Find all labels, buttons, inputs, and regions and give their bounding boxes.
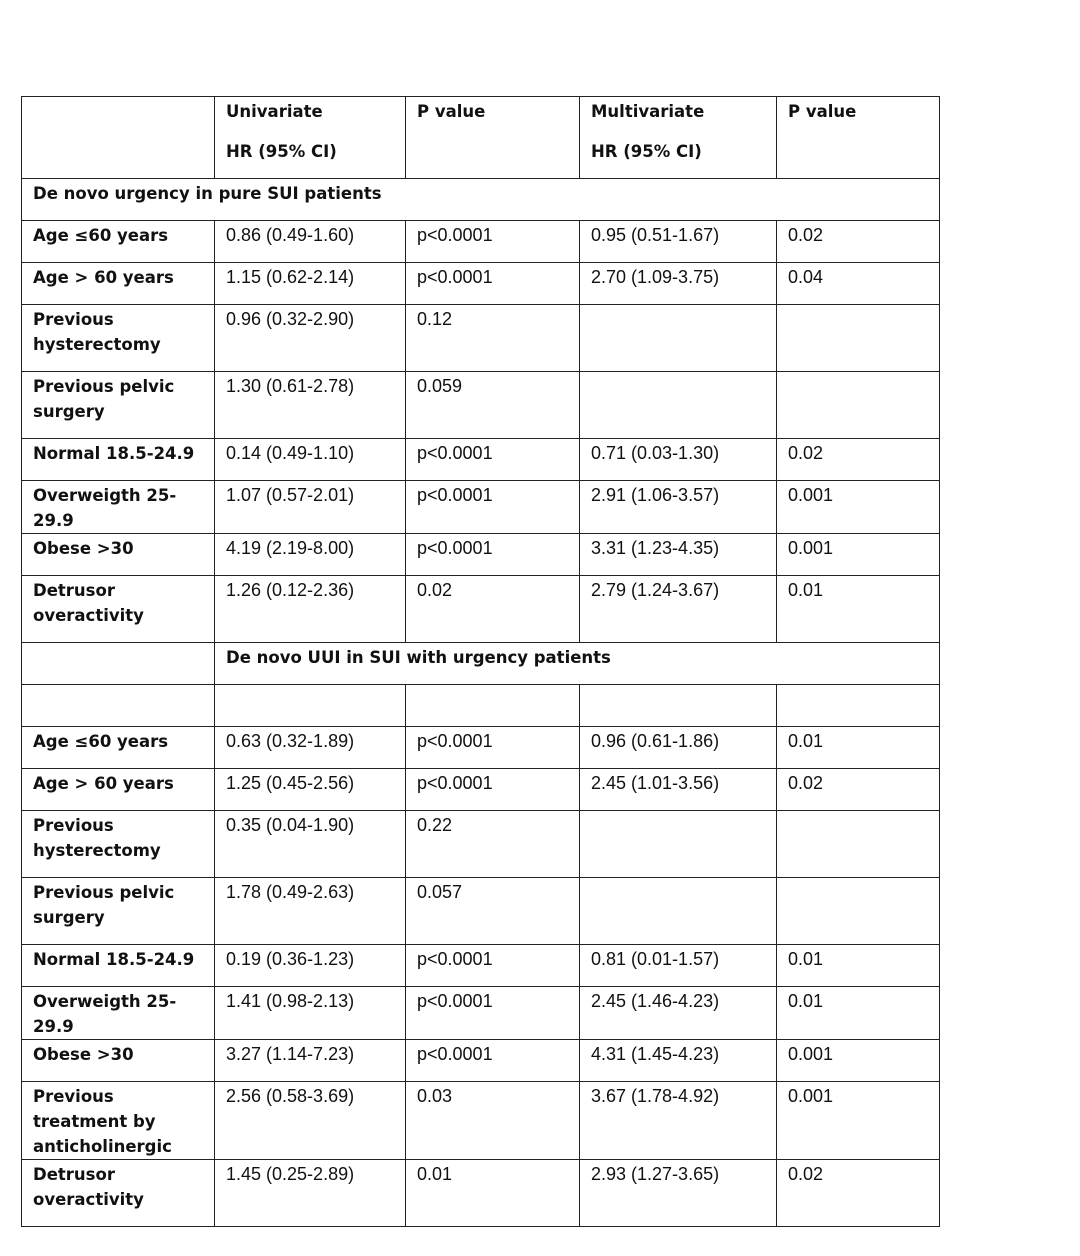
row-label: Previous pelvic surgery: [22, 878, 215, 945]
multivariate-p-value: 0.04: [777, 263, 940, 305]
multivariate-hr: 3.31 (1.23-4.35): [580, 534, 777, 576]
multivariate-hr: 0.81 (0.01-1.57): [580, 945, 777, 987]
row-label: Age > 60 years: [22, 263, 215, 305]
empty-row: [22, 685, 940, 727]
multivariate-hr: [580, 372, 777, 439]
multivariate-p-value: 0.01: [777, 576, 940, 643]
table-row: [22, 576, 940, 643]
table-row: [22, 769, 940, 811]
section2-title: De novo UUI in SUI with urgency patients: [215, 643, 940, 685]
multivariate-p-value: 0.01: [777, 987, 940, 1040]
multivariate-p-value: [777, 305, 940, 372]
table-row: [22, 372, 940, 439]
multivariate-p-value: 0.001: [777, 534, 940, 576]
multivariate-hr: 0.95 (0.51-1.67): [580, 221, 777, 263]
multivariate-p-value: 0.02: [777, 1160, 940, 1227]
multivariate-hr: 2.70 (1.09-3.75): [580, 263, 777, 305]
row-label: Age ≤60 years: [22, 727, 215, 769]
univariate-hr: 0.14 (0.49-1.10): [215, 439, 406, 481]
multivariate-p-value: [777, 878, 940, 945]
univariate-p-value: p<0.0001: [406, 481, 580, 534]
multivariate-hr: 0.71 (0.03-1.30): [580, 439, 777, 481]
row-label: Age ≤60 years: [22, 221, 215, 263]
univariate-p-value: p<0.0001: [406, 769, 580, 811]
multivariate-p-value: 0.02: [777, 769, 940, 811]
multivariate-hr: 2.45 (1.01-3.56): [580, 769, 777, 811]
univariate-hr: 4.19 (2.19-8.00): [215, 534, 406, 576]
table-row: [22, 987, 940, 1040]
multivariate-hr: 0.96 (0.61-1.86): [580, 727, 777, 769]
header-univariate-title: Univariate: [226, 102, 323, 121]
table-row: [22, 305, 940, 372]
row-label: Detrusor overactivity: [22, 576, 215, 643]
empty-cell: [406, 685, 580, 727]
empty-cell: [777, 685, 940, 727]
univariate-p-value: p<0.0001: [406, 945, 580, 987]
table-row: [22, 1160, 940, 1227]
univariate-p-value: 0.057: [406, 878, 580, 945]
multivariate-hr: 2.93 (1.27-3.65): [580, 1160, 777, 1227]
row-label: Obese >30: [22, 534, 215, 576]
empty-cell: [580, 685, 777, 727]
univariate-hr: 1.45 (0.25-2.89): [215, 1160, 406, 1227]
table-row: [22, 481, 940, 534]
empty-cell: [22, 685, 215, 727]
hazard-ratio-table: [21, 96, 940, 1227]
univariate-hr: 1.30 (0.61-2.78): [215, 372, 406, 439]
header-p-value-1: P value: [406, 97, 580, 179]
header-empty-cell: [22, 97, 215, 179]
table-row: [22, 221, 940, 263]
univariate-p-value: 0.03: [406, 1082, 580, 1160]
multivariate-hr: 3.67 (1.78-4.92): [580, 1082, 777, 1160]
univariate-hr: 1.15 (0.62-2.14): [215, 263, 406, 305]
table-row: [22, 263, 940, 305]
multivariate-hr: [580, 811, 777, 878]
univariate-p-value: 0.12: [406, 305, 580, 372]
header-row: [22, 97, 940, 179]
univariate-hr: 1.41 (0.98-2.13): [215, 987, 406, 1040]
row-label: Previous pelvic surgery: [22, 372, 215, 439]
header-multivariate-subtitle: HR (95% CI): [591, 142, 702, 161]
table-row: [22, 727, 940, 769]
multivariate-p-value: 0.02: [777, 439, 940, 481]
empty-cell: [215, 685, 406, 727]
multivariate-hr: [580, 878, 777, 945]
univariate-p-value: p<0.0001: [406, 263, 580, 305]
section1-title: De novo urgency in pure SUI patients: [22, 179, 940, 221]
univariate-hr: 1.25 (0.45-2.56): [215, 769, 406, 811]
univariate-hr: 3.27 (1.14-7.23): [215, 1040, 406, 1082]
section2-title-row: [22, 643, 940, 685]
row-label: Obese >30: [22, 1040, 215, 1082]
univariate-hr: 1.78 (0.49-2.63): [215, 878, 406, 945]
multivariate-hr: 2.91 (1.06-3.57): [580, 481, 777, 534]
row-label: Overweigth 25-29.9: [22, 987, 215, 1040]
row-label: Normal 18.5-24.9: [22, 945, 215, 987]
univariate-hr: 0.63 (0.32-1.89): [215, 727, 406, 769]
univariate-hr: 2.56 (0.58-3.69): [215, 1082, 406, 1160]
univariate-p-value: 0.22: [406, 811, 580, 878]
row-label: Overweigth 25-29.9: [22, 481, 215, 534]
univariate-p-value: p<0.0001: [406, 987, 580, 1040]
row-label: Detrusor overactivity: [22, 1160, 215, 1227]
univariate-p-value: p<0.0001: [406, 1040, 580, 1082]
univariate-hr: 0.19 (0.36-1.23): [215, 945, 406, 987]
multivariate-p-value: 0.01: [777, 945, 940, 987]
univariate-p-value: p<0.0001: [406, 221, 580, 263]
univariate-p-value: p<0.0001: [406, 534, 580, 576]
multivariate-hr: 2.45 (1.46-4.23): [580, 987, 777, 1040]
univariate-p-value: p<0.0001: [406, 439, 580, 481]
multivariate-hr: 4.31 (1.45-4.23): [580, 1040, 777, 1082]
header-univariate-subtitle: HR (95% CI): [226, 142, 337, 161]
univariate-hr: 0.96 (0.32-2.90): [215, 305, 406, 372]
multivariate-hr: 2.79 (1.24-3.67): [580, 576, 777, 643]
univariate-p-value: 0.02: [406, 576, 580, 643]
univariate-p-value: 0.059: [406, 372, 580, 439]
header-univariate: [215, 97, 406, 179]
multivariate-p-value: 0.001: [777, 1082, 940, 1160]
multivariate-p-value: 0.001: [777, 1040, 940, 1082]
table-row: [22, 1040, 940, 1082]
multivariate-p-value: [777, 372, 940, 439]
table-row: [22, 945, 940, 987]
multivariate-p-value: 0.02: [777, 221, 940, 263]
univariate-hr: 1.26 (0.12-2.36): [215, 576, 406, 643]
univariate-p-value: p<0.0001: [406, 727, 580, 769]
multivariate-p-value: 0.001: [777, 481, 940, 534]
row-label: Normal 18.5-24.9: [22, 439, 215, 481]
row-label: Previous hysterectomy: [22, 305, 215, 372]
table-row: [22, 439, 940, 481]
multivariate-p-value: 0.01: [777, 727, 940, 769]
table-row: [22, 878, 940, 945]
section1-title-row: [22, 179, 940, 221]
header-multivariate-title: Multivariate: [591, 102, 705, 121]
univariate-hr: 1.07 (0.57-2.01): [215, 481, 406, 534]
table-row: [22, 534, 940, 576]
header-p-value-2: P value: [777, 97, 940, 179]
univariate-hr: 0.86 (0.49-1.60): [215, 221, 406, 263]
univariate-p-value: 0.01: [406, 1160, 580, 1227]
section2-empty-cell: [22, 643, 215, 685]
table-row: [22, 811, 940, 878]
row-label: Previous hysterectomy: [22, 811, 215, 878]
multivariate-p-value: [777, 811, 940, 878]
header-multivariate: [580, 97, 777, 179]
row-label: Age > 60 years: [22, 769, 215, 811]
univariate-hr: 0.35 (0.04-1.90): [215, 811, 406, 878]
table-row: [22, 1082, 940, 1160]
row-label: Previous treatment by anticholinergic: [22, 1082, 215, 1160]
multivariate-hr: [580, 305, 777, 372]
